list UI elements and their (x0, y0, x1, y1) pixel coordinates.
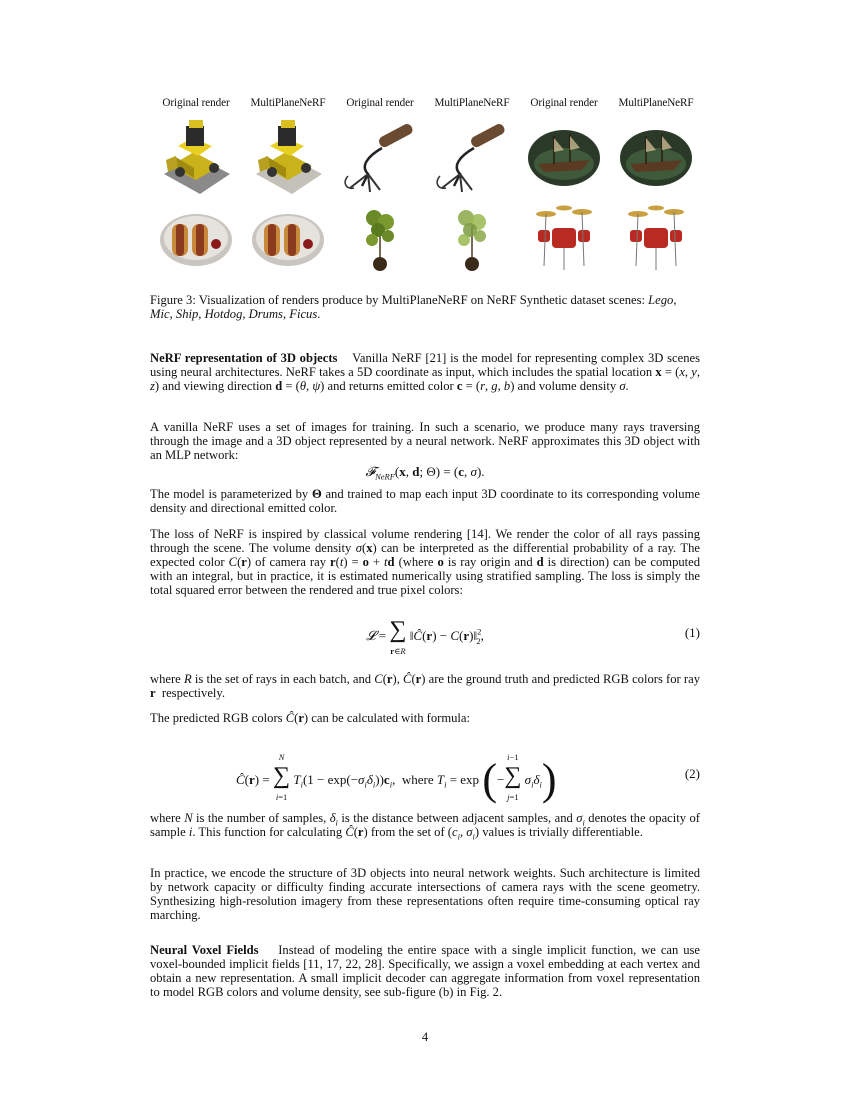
figure-row-2 (150, 200, 702, 276)
figure-caption: Figure 3: Visualization of renders produce by MultiPlaneNeRF on NeRF Synthetic dataset scenes: Lego, Mic, Ship, Hotdog, Drums, Ficus. (150, 293, 677, 322)
paragraph: NeRF representation of 3D objects Vanilla NeRF [21] is the model for representing complex 3D scenes using neural architectures. NeRF takes a 5D coordinate as input, which includes the spatial location x = (x, y, z) and viewing direction d = (θ, ψ) and returns emitted color c = (r, g, b) and volume density σ. (150, 351, 701, 394)
ficus-render-image (432, 200, 512, 276)
nerf-section (150, 351, 700, 393)
ficus-render-image (340, 200, 420, 276)
ship-render-image (524, 116, 604, 198)
figure-label: MultiPlaneNeRF (434, 97, 510, 109)
hotdog-render-image (248, 200, 328, 276)
paragraph: The loss of NeRF is inspired by classical volume rendering [14]. We render the color of all rays passing through the scene. The volume density σ(x) can be interpreted as the differential probability of a ray. The expected color C(r) of camera ray r(t) = o + td (where o is ray origin and d is direction) can be computed with an integral, but in practice, it is estimated numerically using stratified sampling. The loss is simply the total squared error between the rendered and true pixel colors: (150, 527, 701, 598)
figure-label: Original render (530, 97, 598, 109)
page-number: 4 (421, 1030, 429, 1044)
equation-loss: 𝓛 = ∑ r∈R ‖Ĉ(r) − C(r)‖$^2_2$, (1) (366, 617, 700, 656)
paragraph: where N is the number of samples, $\delta_i$ is the distance between adjacent samples, and $\sigma_i$ denotes the opacity of sample i. This function for calculating Ĉ(r) from the set of ($c_i$, $\sigma_i$) values is trivially differentiable. (150, 811, 700, 842)
figure-row-1 (150, 116, 702, 198)
section-title: NeRF representation of 3D objects (150, 351, 338, 365)
equation-nerf: 𝓕$_{NeRF}$(x, d; Θ) = (c, σ). (365, 464, 485, 482)
voxel-section (150, 943, 700, 999)
figure-label-row (150, 97, 702, 109)
lego-render-image (248, 116, 328, 198)
figure-label: MultiPlaneNeRF (250, 97, 326, 109)
drums-render-image (524, 200, 604, 276)
ship-render-image (616, 116, 696, 198)
mic-render-image (340, 116, 420, 198)
mic-render-image (432, 116, 512, 198)
lego-render-image (156, 116, 236, 198)
paragraph: where R is the set of rays in each batch, and C(r), Ĉ(r) are the ground truth and predicted RGB colors for ray r respectively. (150, 672, 701, 701)
paragraph: In practice, we encode the structure of 3D objects into neural network weights. Such architecture is limited by network capacity or difficulty finding accurate intersections of camera rays with the scene geometry. Synthesizing high-resolution imagery from these representations often require time-consuming optical ray marching. (150, 866, 700, 923)
figure-label: Original render (346, 97, 414, 109)
paragraph: Neural Voxel Fields Instead of modeling the entire space with a single implicit function, we can use voxel-bounded implicit fields [11, 17, 22, 28]. Specifically, we assign a voxel embedding at each vertex and obtain a new representation. A small implicit decoder can aggregate information from voxel representation to model RGB colors and volume density, see sub-figure (b) in Fig. 2. (150, 943, 701, 1000)
hotdog-render-image (156, 200, 236, 276)
paragraph: A vanilla NeRF uses a set of images for training. In such a scenario, we produce many rays traversing through the image and a 3D object represented by a neural network. NeRF approximates this 3D object with an MLP network: (150, 420, 700, 463)
figure-label: Original render (162, 97, 230, 109)
paragraph: The predicted RGB colors Ĉ(r) can be calculated with formula: (150, 711, 471, 725)
figure-label: MultiPlaneNeRF (618, 97, 694, 109)
section-title: Neural Voxel Fields (150, 943, 259, 957)
paragraph: The model is parameterized by Θ and trained to map each input 3D coordinate to its corresponding volume density and directional emitted color. (150, 487, 700, 516)
equation-number: (2) (684, 766, 700, 781)
equation-color: Ĉ(r) = N ∑ i=1 $T_i(1 - \exp(-\sigma_i\delta_i))c_i$, where $T_i = \exp (-i-1$ ∑ j=1 $\sigma_i\delta_i$) (2) (236, 752, 700, 804)
drums-render-image (616, 200, 696, 276)
equation-number: (1) (684, 625, 700, 640)
